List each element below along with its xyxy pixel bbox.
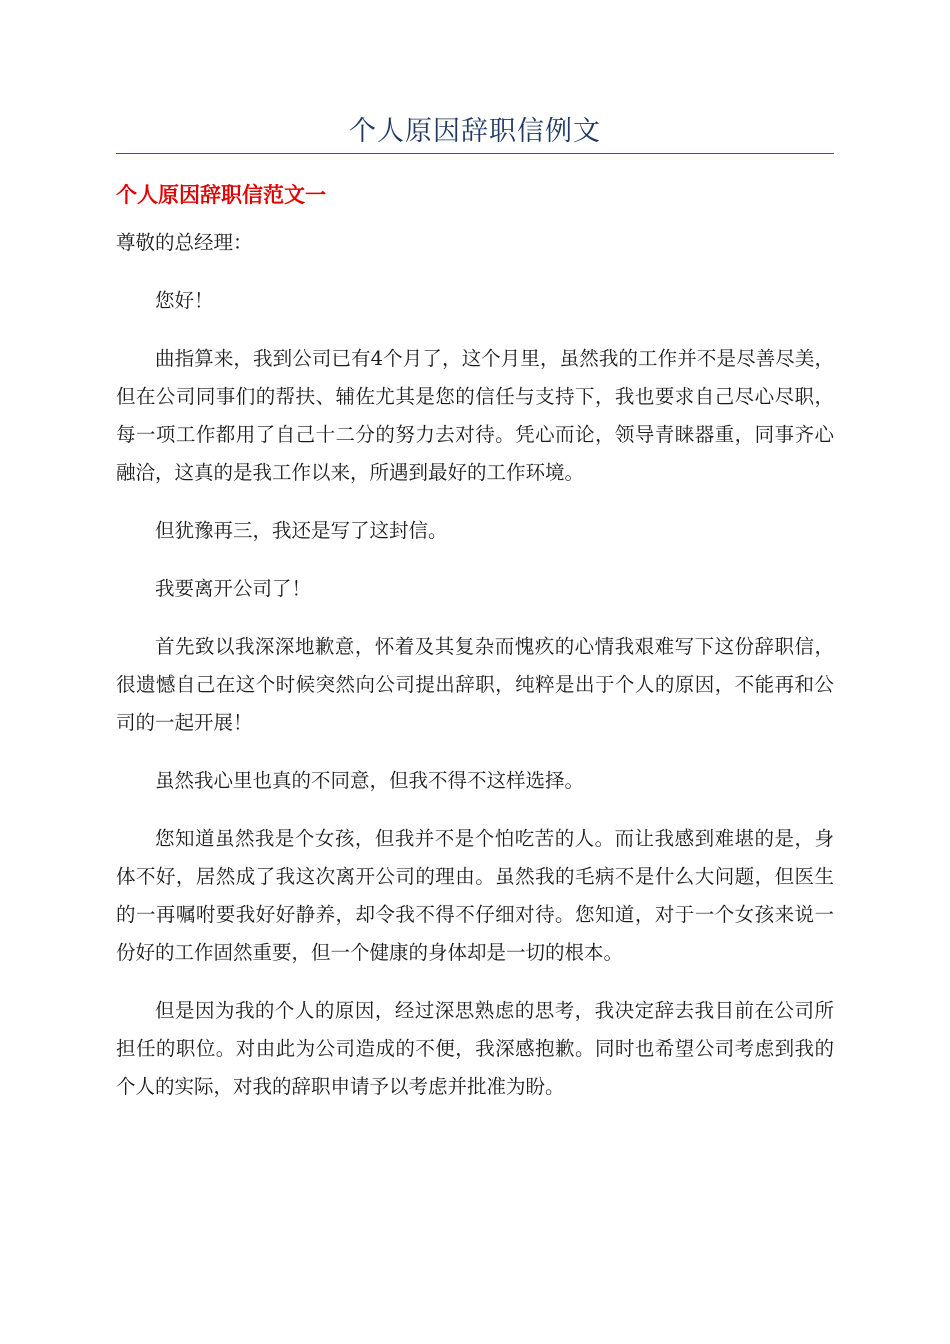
salutation: 尊敬的总经理： xyxy=(116,231,253,254)
paragraph-6: 您知道虽然我是个女孩，但我并不是个怕吃苦的人。而让我感到难堪的是，身体不好，居然成了我这次离开公司的理由。虽然我的毛病不是什么大问题，但医生的一再嘱咐要我好好静养，却令我不得不仔细对待。您知道，对于一个女孩来说一份好的工作固然重要，但一个健康的身体却是一切的根本。 xyxy=(116,827,834,964)
paragraph-4: 首先致以我深深地歉意，怀着及其复杂而愧疚的心情我艰难写下这份辞职信，很遗憾自己在这个时候突然向公司提出辞职，纯粹是出于个人的原因，不能再和公司的一起开展！ xyxy=(116,635,834,734)
paragraph-greeting: 您好！ xyxy=(155,289,214,312)
title-underline xyxy=(116,153,834,154)
paragraph-1: 曲指算来，我到公司已有4个月了，这个月里，虽然我的工作并不是尽善尽美，但在公司同事们的帮扶、辅佐尤其是您的信任与支持下，我也要求自己尽心尽职，每一项工作都用了自己十二分的努力去对待。凭心而论，领导青睐器重，同事齐心融洽，这真的是我工作以来，所遇到最好的工作环境。 xyxy=(116,347,834,484)
paragraph-5: 虽然我心里也真的不同意，但我不得不这样选择。 xyxy=(155,769,585,792)
letter-body xyxy=(116,224,834,1126)
paragraph-3: 我要离开公司了！ xyxy=(155,577,312,600)
document-title: 个人原因辞职信例文 xyxy=(349,116,601,147)
paragraph-2: 但犹豫再三，我还是写了这封信。 xyxy=(155,519,448,542)
section-heading: 个人原因辞职信范文一 xyxy=(116,183,326,207)
paragraph-7: 但是因为我的个人的原因，经过深思熟虑的思考，我决定辞去我目前在公司所担任的职位。对由此为公司造成的不便，我深感抱歉。同时也希望公司考虑到我的个人的实际，对我的辞职申请予以考虑并批准为盼。 xyxy=(116,999,834,1098)
